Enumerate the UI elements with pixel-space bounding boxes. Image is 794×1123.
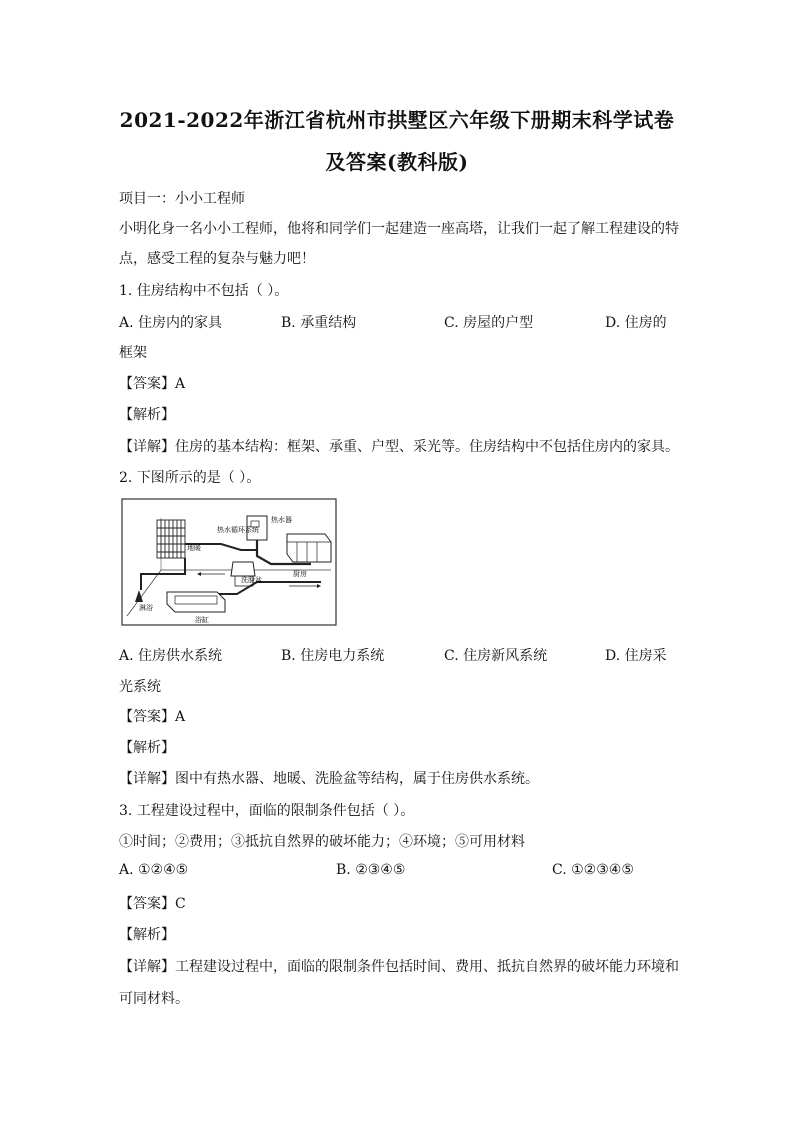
label-floor-heating: 地暖 bbox=[187, 544, 201, 552]
q2-answer: 【答案】A bbox=[119, 709, 186, 725]
q1-option-d: D. 住房的 bbox=[605, 315, 667, 331]
label-bath: 淋浴 bbox=[139, 604, 153, 612]
q3-answer: 【答案】C bbox=[119, 896, 186, 912]
q3-analysis: 【解析】 bbox=[119, 927, 175, 943]
q2-option-d: D. 住房采 bbox=[605, 648, 667, 664]
q2-option-d-continued: 光系统 bbox=[119, 679, 161, 695]
q1-option-c: C. 房屋的户型 bbox=[444, 315, 534, 331]
doc-title-line1: 2021-2022年浙江省杭州市拱墅区六年级下册期末科学试卷 bbox=[119, 108, 675, 132]
q1-answer: 【答案】A bbox=[119, 376, 186, 392]
water-system-figure bbox=[121, 498, 337, 626]
q1-stem: 1. 住房结构中不包括（ ）。 bbox=[119, 283, 289, 299]
q2-option-a: A. 住房供水系统 bbox=[119, 648, 223, 664]
q1-analysis: 【解析】 bbox=[119, 407, 175, 423]
q2-stem: 2. 下图所示的是（ ）。 bbox=[119, 470, 261, 486]
q2-detail: 【详解】图中有热水器、地暖、洗脸盆等结构，属于住房供水系统。 bbox=[119, 771, 539, 787]
section-heading: 项目一：小小工程师 bbox=[119, 191, 245, 207]
label-basin: 洗脸盆 bbox=[241, 576, 262, 584]
label-kitchen: 厨房 bbox=[293, 570, 307, 578]
q2-option-c: C. 住房新风系统 bbox=[444, 648, 548, 664]
q3-detail-line-2: 可同材料。 bbox=[119, 991, 189, 1007]
q1-option-b: B. 承重结构 bbox=[281, 315, 357, 331]
intro-line-2: 点，感受工程的复杂与魅力吧！ bbox=[119, 251, 315, 267]
doc-title-line2: 及答案(教科版) bbox=[325, 150, 469, 174]
q3-option-c: C. ①②③④⑤ bbox=[552, 862, 634, 878]
label-circulation: 热水循环系统 bbox=[217, 526, 259, 534]
q3-option-a: A. ①②④⑤ bbox=[119, 862, 189, 878]
q3-conditions: ①时间；②费用；③抵抗自然界的破坏能力；④环境；⑤可用材料 bbox=[119, 834, 525, 850]
label-water-heater: 热水器 bbox=[271, 516, 292, 524]
q1-option-d-continued: 框架 bbox=[119, 345, 147, 361]
q3-stem: 3. 工程建设过程中，面临的限制条件包括（ ）。 bbox=[119, 803, 415, 819]
q2-option-b: B. 住房电力系统 bbox=[281, 648, 385, 664]
label-bathtub: 浴缸 bbox=[195, 616, 209, 624]
q3-option-b: B. ②③④⑤ bbox=[336, 862, 406, 878]
q1-option-a: A. 住房内的家具 bbox=[119, 315, 223, 331]
q1-detail: 【详解】住房的基本结构：框架、承重、户型、采光等。住房结构中不包括住房内的家具。 bbox=[119, 439, 679, 455]
q3-detail-line-1: 【详解】工程建设过程中，面临的限制条件包括时间、费用、抵抗自然界的破坏能力环境和 bbox=[119, 959, 679, 975]
intro-line-1: 小明化身一名小小工程师，他将和同学们一起建造一座高塔，让我们一起了解工程建设的特 bbox=[119, 221, 679, 237]
q2-analysis: 【解析】 bbox=[119, 740, 175, 756]
